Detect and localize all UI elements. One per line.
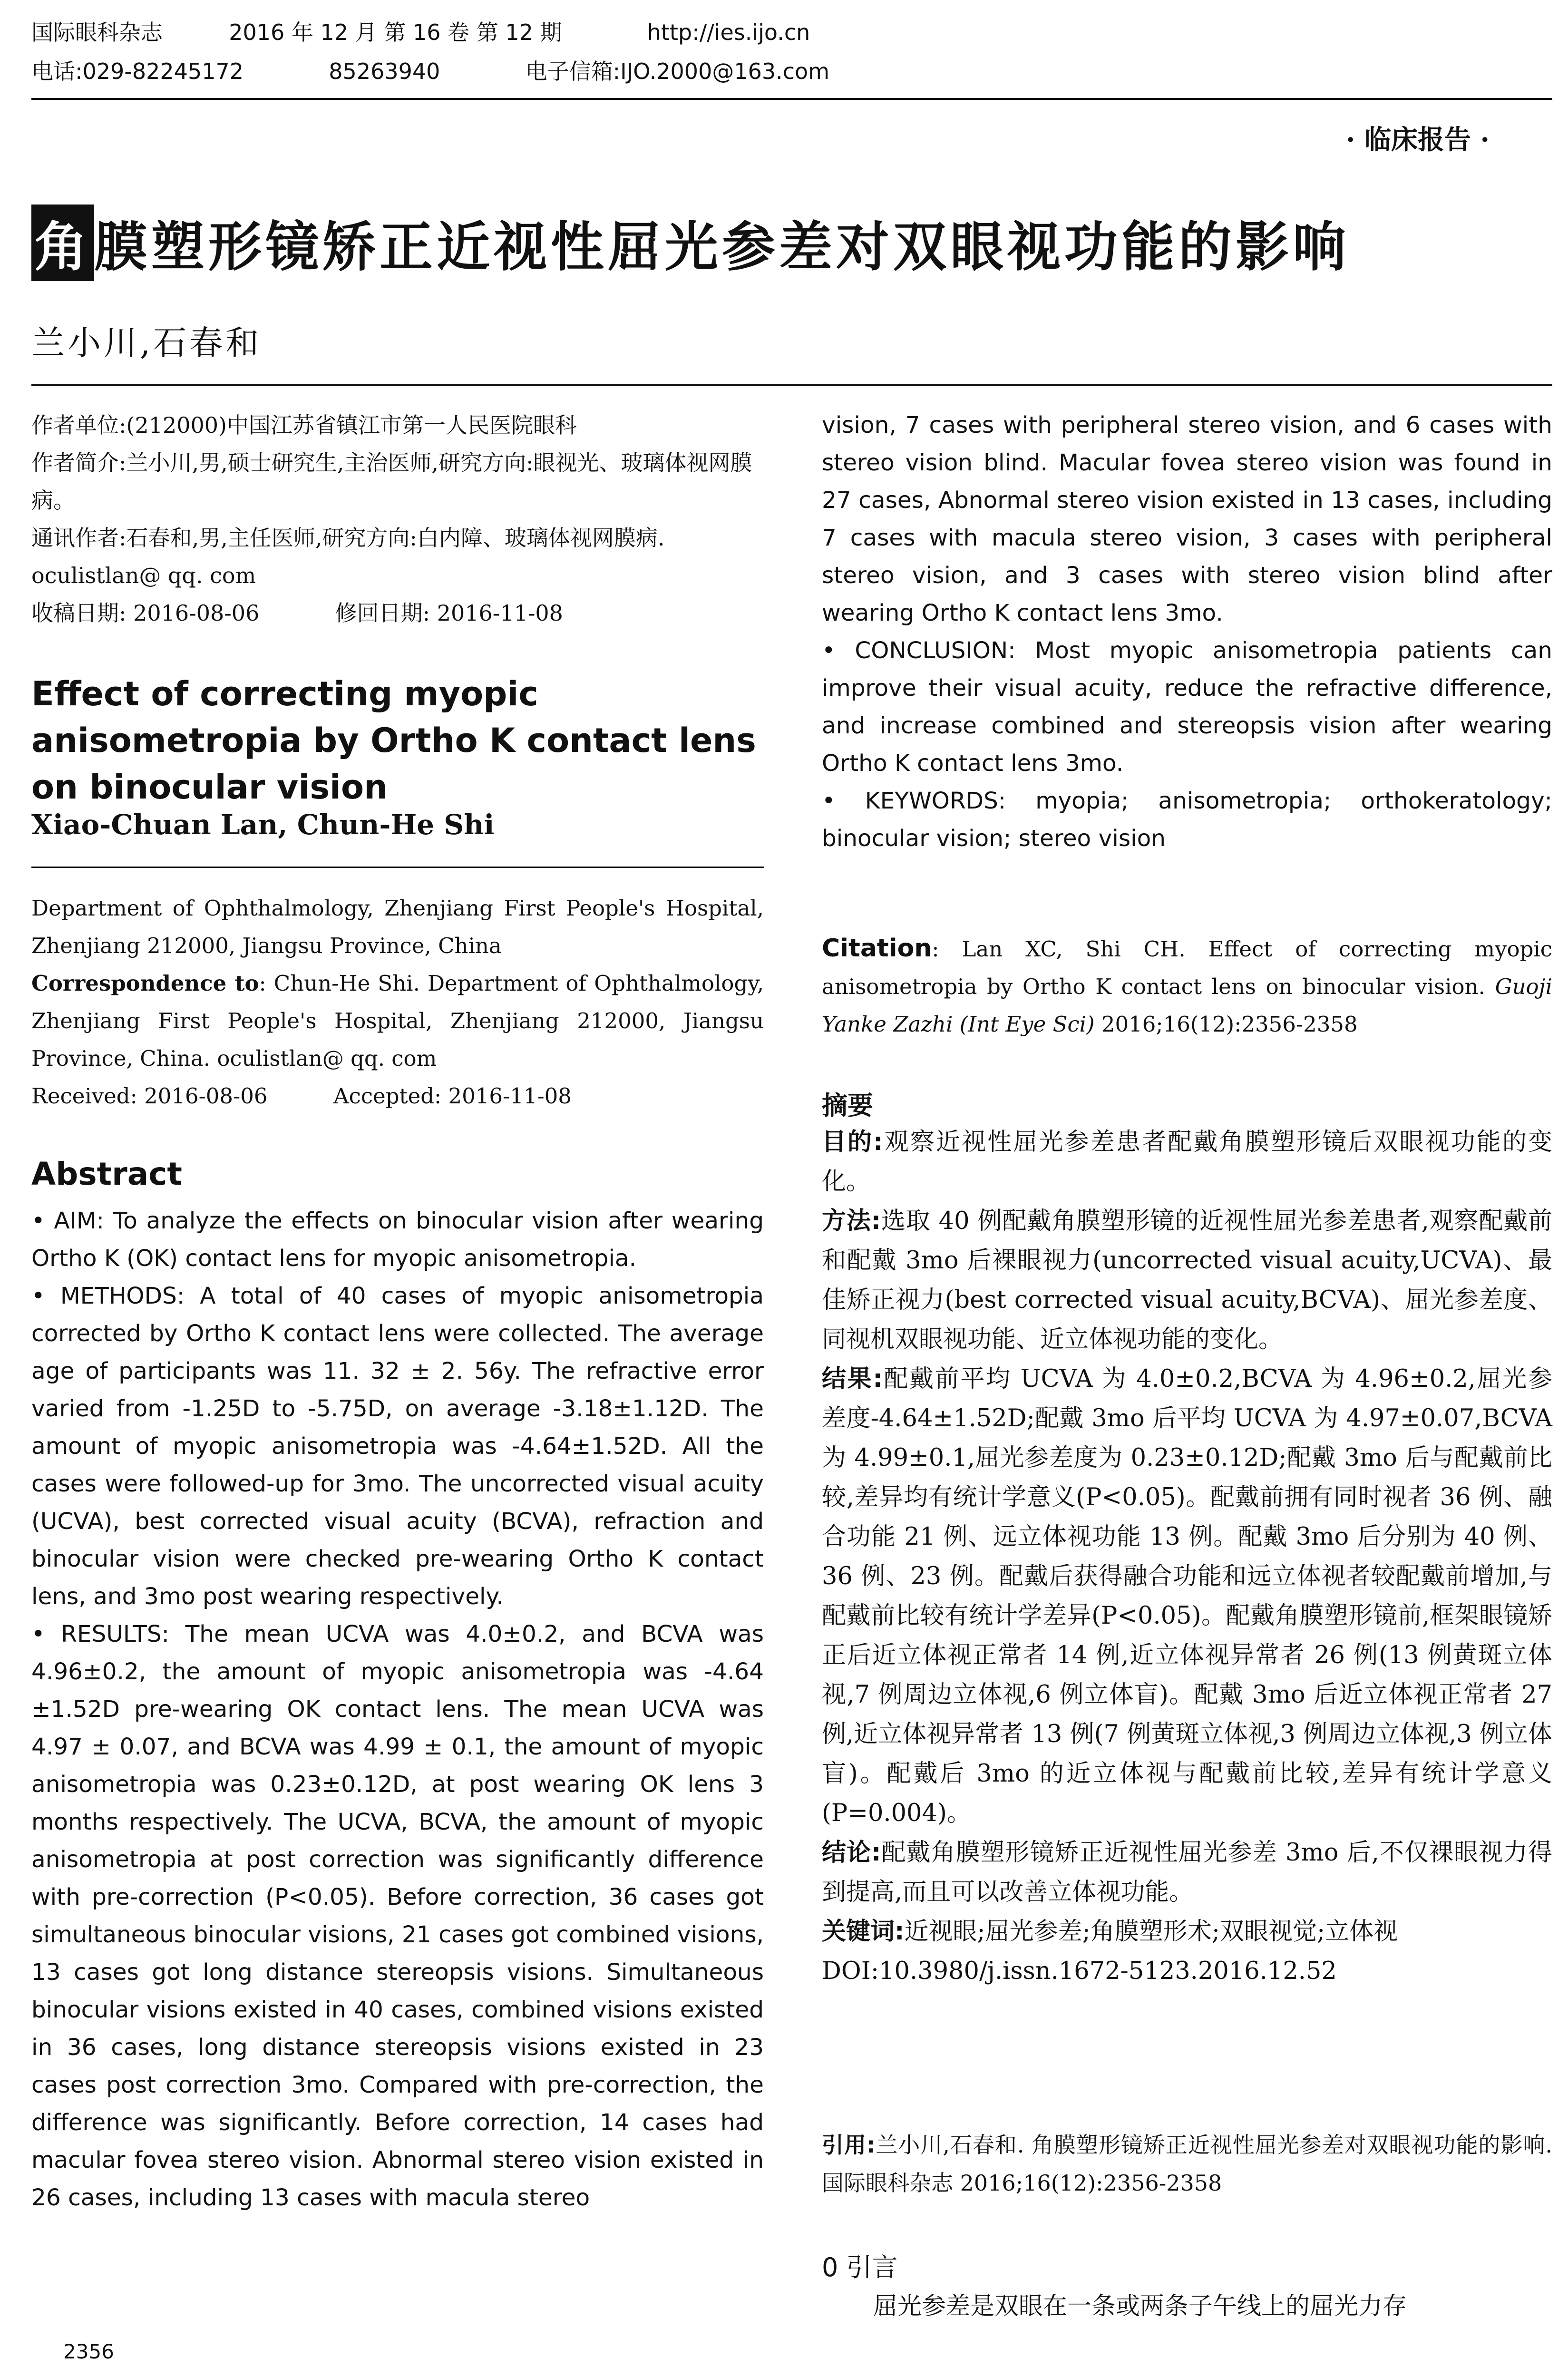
issue-info: 2016 年 12 月 第 16 卷 第 12 期 [229, 19, 562, 45]
header-rule [31, 98, 1552, 100]
correspondence-en [31, 964, 764, 1077]
abstract-heading-wrap [31, 1156, 182, 1192]
intro-heading: 0 引言 [822, 2252, 898, 2282]
abstract-heading: Abstract [31, 1156, 182, 1192]
cn-results-label: 结果: [822, 1365, 883, 1393]
abstract-keywords: • KEYWORDS: myopia; anisometropia; orthokeratology; binocular vision; stereo vision [822, 788, 1552, 852]
abstract-results: • RESULTS: The mean UCVA was 4.0±0.2, and BCVA was 4.96±0.2, the amount of myopic anisometropia was -4.64 ±1.52D pre-wearing OK contact lens. The mean UCVA was 4.97 ± 0.07, and BCVA was 4.99 ± 0.1, the amount of myopic anisometropia was 0.23±0.12D, at post wearing OK lens 3 months respectively. The UCVA, BCVA, the amount of myopic anisometropia at post correction was significantly difference with pre-correction (P<0.05). Before correction, 36 cases got simultaneous binocular visions, 21 cases got combined visions, 13 cases got long distance stereopsis visions. Simultaneous binocular visions existed in 40 cases, combined visions existed in 36 cases, long distance stereopsis visions existed in 23 cases post correction 3mo. Compared with pre-correction, the difference was significantly. Before correction, 14 cases had macular fovea stereo vision. Abnormal stereo vision existed in 26 cases, including 13 cases with macula stereo [31, 1621, 764, 2211]
abstract-aim: • AIM: To analyze the effects on binocular vision after wearing Ortho K (OK) contact lens for myopic anisometropia. [31, 1208, 764, 1272]
accepted-date-en: Accepted: 2016-11-08 [333, 1083, 572, 1109]
citation-label: Citation [822, 934, 932, 963]
citation-text: : Lan XC, Shi CH. Effect of correcting myopic anisometropia by Ortho K contact lens on binocular vision. [822, 936, 1552, 999]
dates-en [31, 1077, 764, 1115]
citation-en [822, 930, 1552, 1043]
title-rule [31, 384, 1552, 386]
english-authors: Xiao-Chuan Lan, Chun-He Shi [31, 809, 495, 841]
journal-email[interactable]: 电子信箱:IJO.2000@163.com [525, 58, 829, 84]
title-rest: 膜塑形镜矫正近视性屈光参差对双眼视功能的影响 [94, 216, 1350, 278]
authors-rule [31, 867, 764, 868]
citation-journal: Guoji Yanke Zazhi (Int Eye Sci) [822, 974, 1552, 1037]
cn-conclusion [822, 1833, 1552, 1912]
cn-keywords-text: 近视眼;屈光参差;角膜塑形术;双眼视觉;立体视 [904, 1918, 1398, 1946]
cn-abstract-heading-wrap [822, 1085, 873, 1122]
cn-aim [822, 1122, 1552, 1201]
intro-heading-wrap [822, 2247, 898, 2284]
cn-keywords [822, 1912, 1552, 1951]
abstract-left [31, 1202, 764, 2217]
correspondence-text: : Chun-He Shi. Department of Ophthalmology, Zhenjiang First People's Hospital, Zhenjiang 212000, Jiangsu Province, China. oculistlan@ qq. com [31, 971, 764, 1071]
english-title: Effect of correcting myopic anisometropia by Ortho K contact lens on binocular vision [31, 674, 756, 807]
abstract-conclusion: • CONCLUSION: Most myopic anisometropia patients can improve their visual acuity, reduce the refractive difference, and increase combined and stereopsis vision after wearing Ortho K contact lens 3mo. [822, 637, 1552, 777]
cn-citation-text: 兰小川,石春和. 角膜塑形镜矫正近视性屈光参差对双眼视功能的影响. 国际眼科杂志 2016;16(12):2356-2358 [822, 2132, 1552, 2196]
chinese-abstract [822, 1122, 1552, 1991]
cn-results [822, 1359, 1552, 1833]
title-first-char: 角 [31, 205, 94, 281]
article-title [31, 205, 1350, 281]
cn-citation-paragraph [822, 2126, 1552, 2202]
citation-cn [822, 2126, 1552, 2202]
cn-methods-label: 方法: [822, 1207, 881, 1235]
citation-tail: 2016;16(12):2356-2358 [1094, 1012, 1358, 1037]
cn-keywords-label: 关键词: [822, 1918, 905, 1946]
abstract-right [822, 407, 1552, 857]
cn-aim-text: 观察近视性屈光参差患者配戴角膜塑形镜后双眼视功能的变化。 [822, 1128, 1552, 1196]
cn-conclusion-label: 结论: [822, 1839, 881, 1867]
header-line-1 [31, 13, 810, 51]
citation-paragraph [822, 930, 1552, 1043]
phone-number: 电话:029-82245172 [31, 58, 244, 84]
journal-name: 国际眼科杂志 [31, 19, 163, 45]
cn-aim-label: 目的: [822, 1128, 883, 1156]
cn-methods [822, 1201, 1552, 1359]
affiliation-cn: 作者单位:(212000)中国江苏省镇江市第一人民医院眼科 [31, 412, 577, 438]
department-en: Department of Ophthalmology, Zhenjiang First People's Hospital, Zhenjiang 212000, Jiangsu Province, China [31, 896, 764, 958]
authors-chinese: 兰小川,石春和 [31, 323, 262, 362]
dates-cn [31, 594, 764, 632]
chinese-metadata [31, 407, 764, 632]
page-number: 2356 [63, 2340, 114, 2363]
received-date-cn: 收稿日期: 2016-08-06 [31, 600, 260, 626]
revised-date-cn: 修回日期: 2016-11-08 [335, 600, 563, 626]
cn-abstract-heading: 摘要 [822, 1091, 873, 1120]
received-date-en: Received: 2016-08-06 [31, 1083, 268, 1109]
abstract-methods: • METHODS: A total of 40 cases of myopic anisometropia corrected by Ortho K contact lens were collected. The average age of participants was 11. 32 ± 2. 56y. The refractive error varied from -1.25D to -5.75D, on average -3.18±1.12D. The amount of myopic anisometropia was -4.64±1.52D. All the cases were followed-up for 3mo. The uncorrected visual acuity (UCVA), best corrected visual acuity (BCVA), refraction and binocular vision were checked pre-wearing Ortho K contact lens, and 3mo post wearing respectively. [31, 1283, 764, 1610]
journal-website[interactable]: http://ies.ijo.cn [647, 19, 810, 45]
english-title-block [31, 671, 764, 810]
cn-citation-label: 引用: [822, 2132, 876, 2158]
abstract-results-continued: vision, 7 cases with peripheral stereo vision, and 6 cases with stereo vision blind. Macular fovea stereo vision was found in 27 cases, Abnormal stereo vision existed in 13 cases, including 7 cases with macula stereo vision, 3 cases with peripheral stereo vision, and 3 cases with stereo vision blind after wearing Ortho K contact lens 3mo. [822, 412, 1552, 626]
correspondence-label: Correspondence to [31, 971, 259, 996]
english-metadata [31, 889, 764, 1115]
phone-number-2: 85263940 [329, 58, 440, 84]
bio-cn: 作者简介:兰小川,男,硕士研究生,主治医师,研究方向:眼视光、玻璃体视网膜病。 [31, 450, 752, 513]
cn-methods-text: 选取 40 例配戴角膜塑形镜的近视性屈光参差患者,观察配戴前和配戴 3mo 后裸眼视力(uncorrected visual acuity,UCVA)、最佳矫正视力(best corrected visual acuity,BCVA)、屈光参差度、同视机双眼视功能、近立体视功能的变化。 [822, 1207, 1552, 1354]
intro-text: 屈光参差是双眼在一条或两条子午线上的屈光力存 [873, 2292, 1407, 2320]
cn-doi[interactable]: DOI:10.3980/j.issn.1672-5123.2016.12.52 [822, 1957, 1337, 1985]
cn-conclusion-text: 配戴角膜塑形镜矫正近视性屈光参差 3mo 后,不仅裸眼视力得到提高,而且可以改善立体视功能。 [822, 1839, 1552, 1906]
section-tag: · 临床报告 · [1346, 124, 1490, 156]
correspondence-cn: 通讯作者:石春和,男,主任医师,研究方向:白内障、玻璃体视网膜病. oculistlan@ qq. com [31, 525, 665, 588]
cn-results-text: 配戴前平均 UCVA 为 4.0±0.2,BCVA 为 4.96±0.2,屈光参差度-4.64±1.52D;配戴 3mo 后平均 UCVA 为 4.97±0.07,BCVA 为 4.99±0.1,屈光参差度为 0.23±0.12D;配戴 3mo 后与配戴前比较,差异均有统计学意义(P<0.05)。配戴前拥有同时视者 36 例、融合功能 21 例、远立体视功能 13 例。配戴 3mo 后分别为 40 例、36 例、23 例。配戴后获得融合功能和远立体视者较配戴前增加,与配戴前比较有统计学差异(P<0.05)。配戴角膜塑形镜前,框架眼镜矫正后近立体视正常者 14 例,近立体视异常者 26 例(13 例黄斑立体视,7 例周边立体视,6 例立体盲)。配戴 3mo 后近立体视正常者 27 例,近立体视异常者 13 例(7 例黄斑立体视,3 例周边立体视,3 例立体盲)。配戴后 3mo 的近立体视与配戴前比较,差异有统计学意义(P=0.004)。 [822, 1365, 1553, 1827]
header-line-2 [31, 52, 829, 90]
